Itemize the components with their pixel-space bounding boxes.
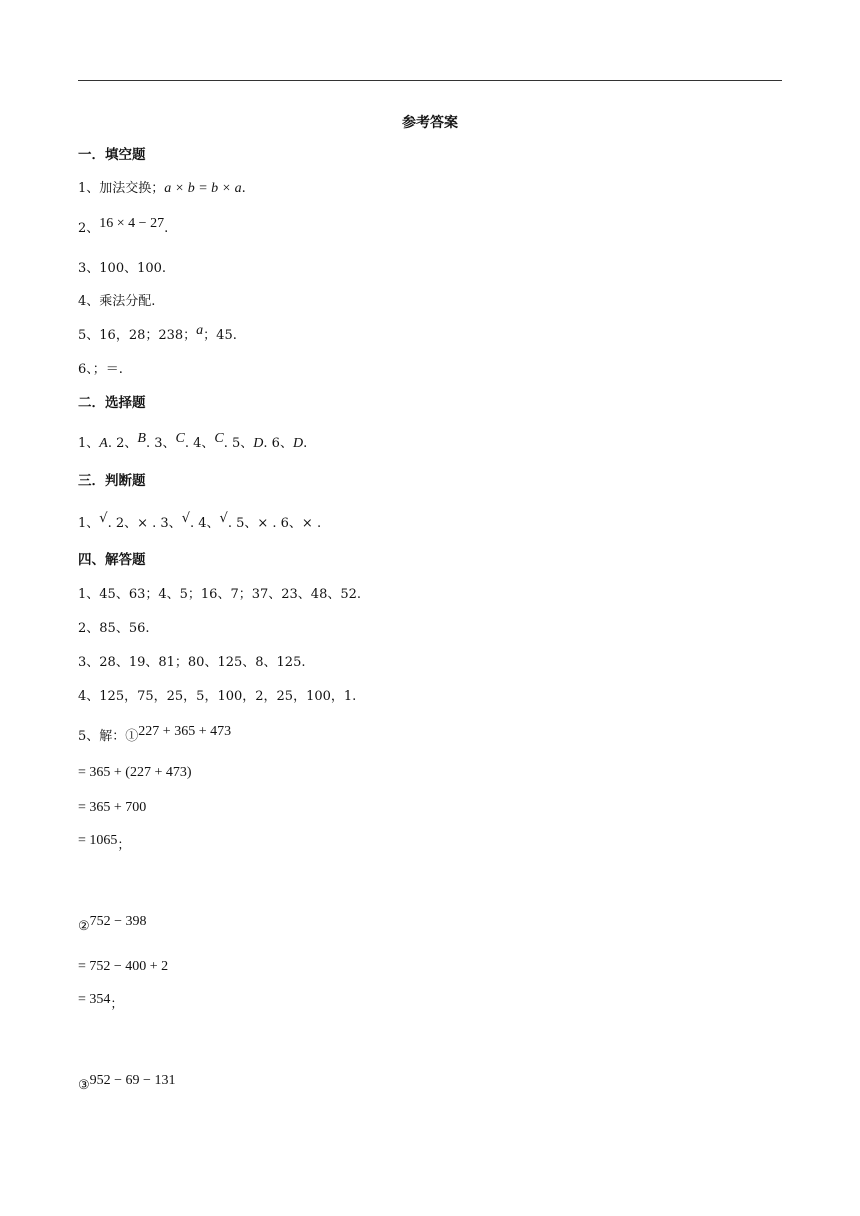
answer-text: 1、加法交换； xyxy=(78,181,165,196)
answer-text: . 4、 xyxy=(184,436,215,451)
answer-text: 1、 xyxy=(78,516,100,531)
answer-line: 1、45、63；4、5；16、7；37、23、48、52. xyxy=(78,587,362,602)
math-expression: 752 − 398 xyxy=(89,914,147,929)
answer-line: 4、乘法分配. xyxy=(78,294,156,309)
math-expression: 16 × 4 − 27 xyxy=(99,216,165,231)
math-step: = 752 − 400 + 2 xyxy=(78,959,169,974)
answer-text: . 3、 xyxy=(145,436,176,451)
choice-letter: D xyxy=(253,436,264,451)
answer-line xyxy=(78,1073,176,1095)
math-step-line xyxy=(78,992,124,1014)
answer-text: . 5、× . 6、× . xyxy=(227,516,322,531)
choice-letter: D xyxy=(292,436,304,451)
circled-number: ① xyxy=(125,729,139,744)
answer-line: 3、100、100. xyxy=(78,261,167,276)
answer-line xyxy=(78,216,169,238)
answer-text: . 5、 xyxy=(223,436,254,451)
section-heading-choice: 二．选择题 xyxy=(78,395,146,411)
choice-letter: C xyxy=(175,431,185,446)
answer-line: 3、28、19、81；80、125、8、125. xyxy=(78,655,306,670)
answer-text: 5、16，28；238； xyxy=(78,328,197,343)
math-step: = 1065 xyxy=(78,833,118,848)
section-heading-solve: 四、解答题 xyxy=(78,552,146,568)
math-step: = 365 + (227 + 473) xyxy=(78,765,192,780)
check-mark: √ xyxy=(219,511,228,526)
choice-letter: A xyxy=(99,436,108,451)
answer-text: . 6、 xyxy=(263,436,293,451)
math-step-line xyxy=(78,833,131,855)
answer-text: 1、 xyxy=(78,436,100,451)
answer-text: 2、 xyxy=(78,221,100,236)
math-step: = 365 + 700 xyxy=(78,800,147,815)
answer-text: . 2、 xyxy=(107,436,138,451)
circled-number: ③ xyxy=(78,1078,90,1093)
answer-text: . xyxy=(241,181,246,196)
header-rule xyxy=(78,80,782,81)
math-expression: 952 − 69 − 131 xyxy=(89,1073,176,1088)
check-mark: √ xyxy=(99,511,108,526)
answer-text: . 4、 xyxy=(189,516,220,531)
choice-letter: B xyxy=(137,431,146,446)
answer-line: 6、；＝. xyxy=(78,362,123,377)
answer-line xyxy=(78,724,232,746)
section-heading-fill-blank: 一．填空题 xyxy=(78,147,146,163)
check-mark: √ xyxy=(181,511,190,526)
answer-line xyxy=(78,914,147,936)
circled-number: ② xyxy=(78,919,90,934)
math-variable: a xyxy=(196,323,204,338)
math-step: = 354 xyxy=(78,992,111,1007)
page-title: 参考答案 xyxy=(402,115,458,131)
math-expression: 227 + 365 + 473 xyxy=(138,724,232,739)
answer-line: 4、125，75，25，5，100，2，25，100，1. xyxy=(78,689,357,704)
answer-text: . xyxy=(164,221,169,236)
answer-line: 2、85、56. xyxy=(78,621,150,636)
answer-line xyxy=(78,180,246,198)
answer-text: . xyxy=(303,436,308,451)
answer-text: . 2、× . 3、 xyxy=(107,516,182,531)
answer-line xyxy=(78,323,237,345)
answer-line xyxy=(78,431,308,453)
answer-text: ； xyxy=(110,997,124,1012)
answer-text: ； xyxy=(117,838,131,853)
math-expression: a × b = b × a xyxy=(164,181,242,196)
answer-text: ；45. xyxy=(203,328,237,343)
section-heading-true-false: 三．判断题 xyxy=(78,473,146,489)
answer-text: 5、解： xyxy=(78,729,126,744)
choice-letter: C xyxy=(214,431,224,446)
answer-line xyxy=(78,511,322,533)
